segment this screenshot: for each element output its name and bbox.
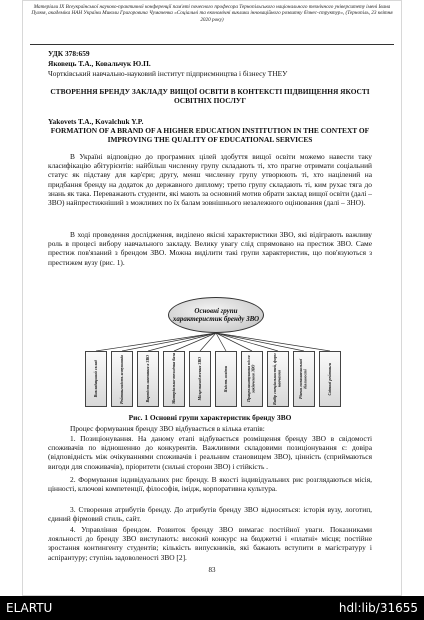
- diagram-connector-line: [216, 333, 304, 351]
- diagram-characteristic-label: Рівень позанавчальної діяльності: [298, 358, 308, 400]
- diagram-characteristic-label: Вибір спеціальностей, форм навчання: [272, 353, 282, 405]
- footer-handle: hdl:lib/31655: [338, 601, 418, 615]
- diagram-connector-line: [96, 333, 216, 351]
- diagram-characteristic-label: Місцезнаходження ЗВО: [196, 357, 202, 401]
- authors-english: [48, 117, 143, 126]
- footer-bar: [0, 596, 424, 620]
- diagram-characteristic-box: [319, 351, 341, 407]
- diagram-characteristic-label: Матеріально-технічна база: [170, 353, 176, 405]
- diagram-center-oval: [168, 297, 264, 333]
- title-ukrainian: СТВОРЕННЯ БРЕНДУ ЗАКЛАДУ ВИЩОЇ ОСВІТИ В КОНТЕКСТІ ПІДВИЩЕННЯ ЯКОСТІ ОСВІТНІХ ПОСЛУГ: [50, 87, 370, 106]
- list-item: 4. Управління брендом. Розвиток бренду ЗВО вимагає постійної уваги. Показниками лояльності до бренду ЗВО виступають: високий конкурс на бюджетні і «платні» місця; постійне зростання контингенту студентів; кількість випускників, які бажають вступити в магістратуру і аспірантуру; ступінь задоволеності ЗВО [2].: [48, 525, 372, 562]
- udk-code: УДК 378:659: [48, 49, 90, 58]
- diagram-characteristic-box: [163, 351, 185, 407]
- diagram-characteristic-box: [137, 351, 159, 407]
- brand-characteristics-diagram: [82, 297, 344, 409]
- diagram-characteristic-box: [215, 351, 237, 407]
- title-english: FORMATION OF A BRAND OF A HIGHER EDUCATION INSTITUTION IN THE CONTEXT OF IMPROVING THE QUALITY OF EDUCATIONAL SERVICES: [50, 126, 370, 145]
- diagram-connector-line: [122, 333, 216, 351]
- authors-ukrainian: Яковець Т.А., Ковальчук Ю.П.: [48, 59, 151, 68]
- affiliation-ukrainian: Чортківський навчально-науковий інститут підприємництва і бізнесу ТНЕУ: [48, 69, 288, 78]
- author-en-2: Kovalchuk Y.P.: [95, 117, 144, 126]
- diagram-characteristic-box: [85, 351, 107, 407]
- list-item: 1. Позиціонування. На даному етапі відбувається розміщення бренду ЗВО в свідомості споживачів по відношенню до конкурентів. Важливими складовими позиціонування є: довіра (відповідність між очікуваннями споживачів і реальним становищем ЗВО), цінність (сприймаються вигоди для споживачів), пріоритети (сильні сторони ЗВО) і стійкість .: [48, 434, 372, 471]
- conference-header-note: Матеріали IX Всеукраїнської науково-практичної конференції пам'яті почесного професора Тернопільського національного технічного університету імені Івана Пулюя, академіка НАН України Миколи Григоровича Чумаченка «Соціальні та економічні виклики інноваційного розвитку бізнес-структур», (Тернопіль, 23 квітня 2020 року): [31, 4, 393, 23]
- diagram-characteristic-label: Працевлаштування після закінчення ЗВО: [246, 355, 256, 403]
- diagram-characteristic-box: [241, 351, 263, 407]
- author-en-1: Yakovets T.A.,: [48, 117, 96, 126]
- list-item: 3. Створення атрибутів бренду. До атрибутів бренду ЗВО відносяться: історія вузу, логотип, єдиний фірмовий стиль, сайт.: [48, 505, 372, 524]
- diagram-characteristic-box: [267, 351, 289, 407]
- figure-caption: Рис. 1 Основні групи характеристик бренду ЗВО: [128, 413, 292, 422]
- diagram-center-label: Основні групи характеристик бренду ЗВО: [172, 307, 260, 323]
- diagram-characteristic-label: Світові рейтинги: [326, 362, 332, 396]
- paragraph-intro: В Україні відповідно до програмних цілей здобуття вищої освіти можемо навести таку класифікацію абітурієнтів: найбільш численну групу складають ті, хто прагне отримати соціальний статус як підставу для кар'єри; другу, менш численну групу утворюють ті, хто націлений на придбання бренду на додаток до державного диплому; третю групу складають ті, ким рухає тяга до знань як така. Переважають студенти, які мають за основний мотив обрати заклад вищої освіти (далі – ЗВО) найпрестижніший з можливих по їх балам зовнішнього незалежного оцінювання (далі – ЗНО).: [48, 152, 372, 208]
- header-divider: [30, 44, 394, 45]
- paragraph-stages: Процес формування бренду ЗВО відбувається в кілька етапів:: [70, 424, 265, 433]
- diagram-characteristic-label: Вартість навчання в ЗВО: [144, 355, 150, 403]
- diagram-characteristic-box: [189, 351, 211, 407]
- diagram-characteristic-label: Рейтинговість вступників: [118, 354, 124, 404]
- diagram-characteristic-box: [111, 351, 133, 407]
- diagram-characteristic-label: Викладацький склад: [92, 360, 98, 398]
- diagram-characteristic-label: Якість освіти: [222, 365, 228, 393]
- page-number: 83: [208, 566, 216, 574]
- list-item: 2. Формування індивідуальних рис бренду. В якості індивідуальних рис розглядаються місія, цінності, ключові компетенції, філософія, імідж, корпоративна культура.: [48, 475, 372, 494]
- diagram-connector-line: [174, 333, 216, 351]
- footer-repository-name: ELARTU: [6, 601, 53, 615]
- paragraph-research: В ході проведення дослідження, виділено якісні характеристики ЗВО, які відіграють важливу роль в процесі вибору навчального закладу. Велику увагу слід спрямовано на престиж ЗВО. Саме престиж пов'язаний з брендом ЗВО. Можна виділити такі групи характеристик, що пов'язуються з престижем вузу (рис. 1).: [48, 230, 372, 267]
- diagram-connector-line: [216, 333, 330, 351]
- diagram-characteristic-box: [293, 351, 315, 407]
